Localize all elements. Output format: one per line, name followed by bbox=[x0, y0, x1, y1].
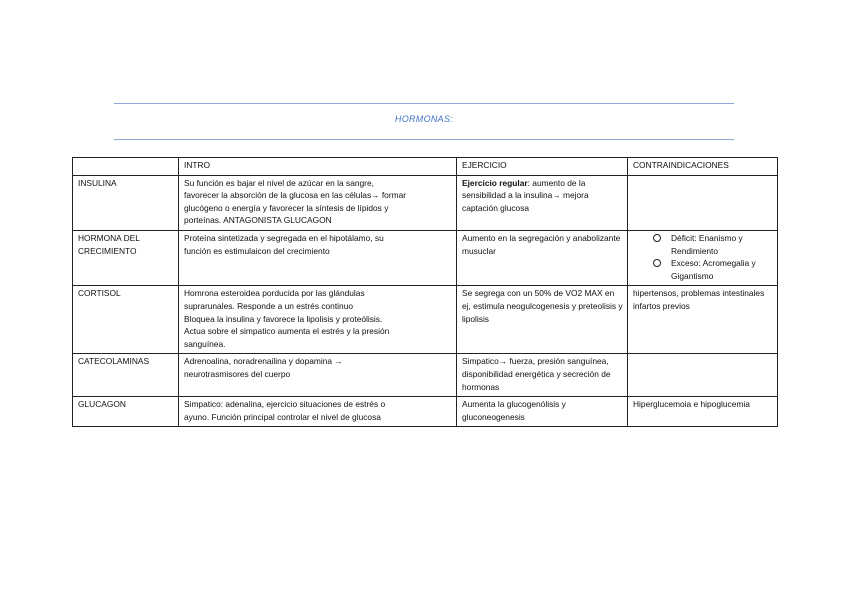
table-row bbox=[73, 175, 778, 230]
circle-bullet-icon bbox=[653, 234, 661, 242]
header-cell-contraindicaciones: CONTRAINDICACIONES bbox=[628, 158, 778, 176]
ejercicio-cell: Aumenta la glucogenólisis y gluconeogenesis bbox=[457, 397, 628, 427]
intro-line: neurotrasmisores del cuerpo bbox=[184, 368, 291, 379]
ejercicio-text: : aumento de la sensibilidad a la insulina→ mejora captación glucosa bbox=[462, 177, 589, 213]
intro-cell bbox=[179, 397, 457, 427]
contra-item-text: Exceso: Acromegalia y Gigantismo bbox=[671, 258, 756, 281]
table-row bbox=[73, 397, 778, 427]
intro-line: glucógeno o energía y favorecer la síntesis de lípidos y bbox=[184, 202, 389, 213]
ejercicio-cell: Se segrega con un 50% de VO2 MAX en ej, estimula neogulcogenesis y preteolisis y lipolisis bbox=[457, 286, 628, 354]
intro-cell bbox=[179, 230, 457, 285]
intro-line: suprarunales. Responde a un estrés continuo bbox=[184, 300, 354, 311]
intro-line: Actua sobre el simpatico aumenta el estrés y la presión bbox=[184, 326, 390, 337]
intro-line: función es estimulaicon del crecimiento bbox=[184, 245, 330, 256]
ejercicio-cell bbox=[457, 175, 628, 230]
header-cell-intro: INTRO bbox=[179, 158, 457, 176]
contra-list bbox=[633, 232, 773, 282]
ejercicio-cell: Simpatico→ fuerza, presión sanguínea, disponibilidad energética y secreción de hormonas bbox=[457, 354, 628, 397]
list-item bbox=[653, 257, 773, 282]
ejercicio-bold-label: Ejercicio regular bbox=[462, 177, 528, 188]
table-row bbox=[73, 354, 778, 397]
hormones-table bbox=[72, 157, 778, 427]
intro-line: sanguínea. bbox=[184, 338, 226, 349]
intro-line: ayuno. Función principal controlar el nivel de glucosa bbox=[184, 411, 381, 422]
contra-cell bbox=[628, 175, 778, 230]
intro-line: Adrenoalina, noradrenailina y dopamina → bbox=[184, 356, 343, 367]
header-cell-ejercicio: EJERCICIO bbox=[457, 158, 628, 176]
intro-cell bbox=[179, 175, 457, 230]
header-cell bbox=[73, 158, 179, 176]
title-bottom-rule bbox=[114, 139, 734, 140]
intro-line: Proteína sintetizada y segregada en el hipotálamo, su bbox=[184, 232, 384, 243]
intro-line: Simpatico: adenalina, ejercicio situaciones de estrés o bbox=[184, 399, 386, 410]
intro-line: Homrona esteroidea porducida por las glándulas bbox=[184, 288, 365, 299]
circle-bullet-icon bbox=[653, 259, 661, 267]
hormone-name: CORTISOL bbox=[73, 286, 179, 354]
contra-cell bbox=[628, 354, 778, 397]
intro-line: favorecer la absorción de la glucosa en las células→ formar bbox=[184, 190, 407, 201]
list-item bbox=[653, 232, 773, 257]
table-header-row bbox=[73, 158, 778, 176]
contra-cell: hipertensos, problemas intestinales infartos previos bbox=[628, 286, 778, 354]
table-row bbox=[73, 286, 778, 354]
contra-cell bbox=[628, 230, 778, 285]
hormone-name: INSULINA bbox=[73, 175, 179, 230]
intro-cell bbox=[179, 286, 457, 354]
intro-line: Su función es bajar el nivel de azúcar en la sangre, bbox=[184, 177, 374, 188]
hormone-name: HORMONA DEL CRECIMIENTO bbox=[73, 230, 179, 285]
intro-cell bbox=[179, 354, 457, 397]
intro-line: Bloquea la insulina y favorece la lipolisis y proteólisis. bbox=[184, 313, 383, 324]
table-row bbox=[73, 230, 778, 285]
intro-line: porteínas. ANTAGONISTA GLUCAGON bbox=[184, 215, 332, 226]
document-title: HORMONAS: bbox=[394, 114, 454, 124]
contra-cell: Hiperglucemoia e hipoglucemia bbox=[628, 397, 778, 427]
hormone-name: GLUCAGON bbox=[73, 397, 179, 427]
contra-item-text: Déficit: Enanismo y Rendimiento bbox=[671, 232, 743, 256]
title-top-rule bbox=[114, 103, 734, 104]
hormone-name: CATECOLAMINAS bbox=[73, 354, 179, 397]
ejercicio-cell: Aumento en la segregación y anabolizante musuclar bbox=[457, 230, 628, 285]
